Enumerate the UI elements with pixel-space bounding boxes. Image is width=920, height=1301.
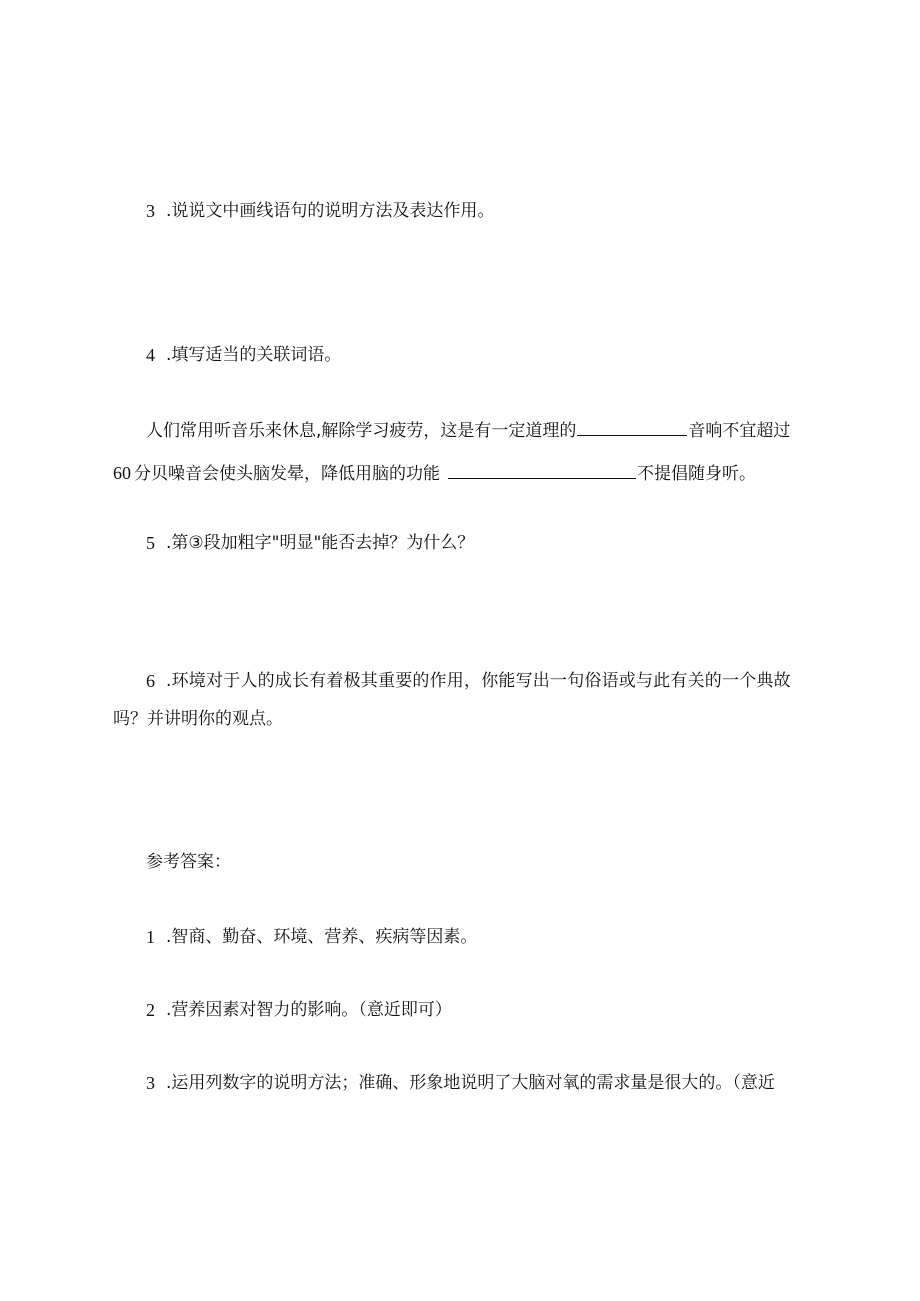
answers-heading — [146, 850, 231, 874]
answer-number: 2 — [146, 1000, 155, 1020]
fill-blank-1[interactable] — [577, 417, 687, 436]
question-text: .填写适当的关联词语。 — [166, 345, 342, 365]
passage-number: 60 — [113, 463, 131, 483]
answer-text: .运用列数字的说明方法；准确、形象地说明了大脑对氧的需求量是很大的。（意近 — [166, 1073, 775, 1093]
fill-blank-2[interactable] — [448, 460, 636, 479]
answer-text: .营养因素对智力的影响。（意近即可） — [166, 1000, 452, 1020]
question-text: .环境对于人的成长有着极其重要的作用，你能写出一句俗语或与此有关的一个典故 — [166, 671, 791, 691]
question-number: 6 — [146, 671, 155, 691]
answers-heading-text: 参考答案： — [146, 852, 231, 872]
passage-text: 人们常用听音乐来休息,解除学习疲劳，这是有一定道理的 — [146, 421, 577, 441]
question-6-continuation — [113, 707, 283, 731]
passage-text: 音响不宜超过 — [688, 421, 791, 441]
answer-number: 3 — [146, 1073, 155, 1093]
answer-text: .智商、勤奋、环境、营养、疾病等因素。 — [166, 927, 478, 947]
passage-text: 分贝噪音会使头脑发晕，降低用脑的功能 — [134, 464, 440, 484]
question-text: .说说文中画线语句的说明方法及表达作用。 — [166, 201, 495, 221]
question-number: 3 — [146, 201, 155, 221]
question-number: 4 — [146, 345, 155, 365]
question-text: 吗？并讲明你的观点。 — [113, 709, 283, 729]
question-text: .第③段加粗字"明显"能否去掉？为什么？ — [166, 533, 475, 553]
answer-number: 1 — [146, 927, 155, 947]
passage-line-1 — [146, 417, 790, 443]
passage-line-2 — [113, 460, 756, 486]
passage-text: 不提倡随身听。 — [637, 464, 756, 484]
question-number: 5 — [146, 533, 155, 553]
